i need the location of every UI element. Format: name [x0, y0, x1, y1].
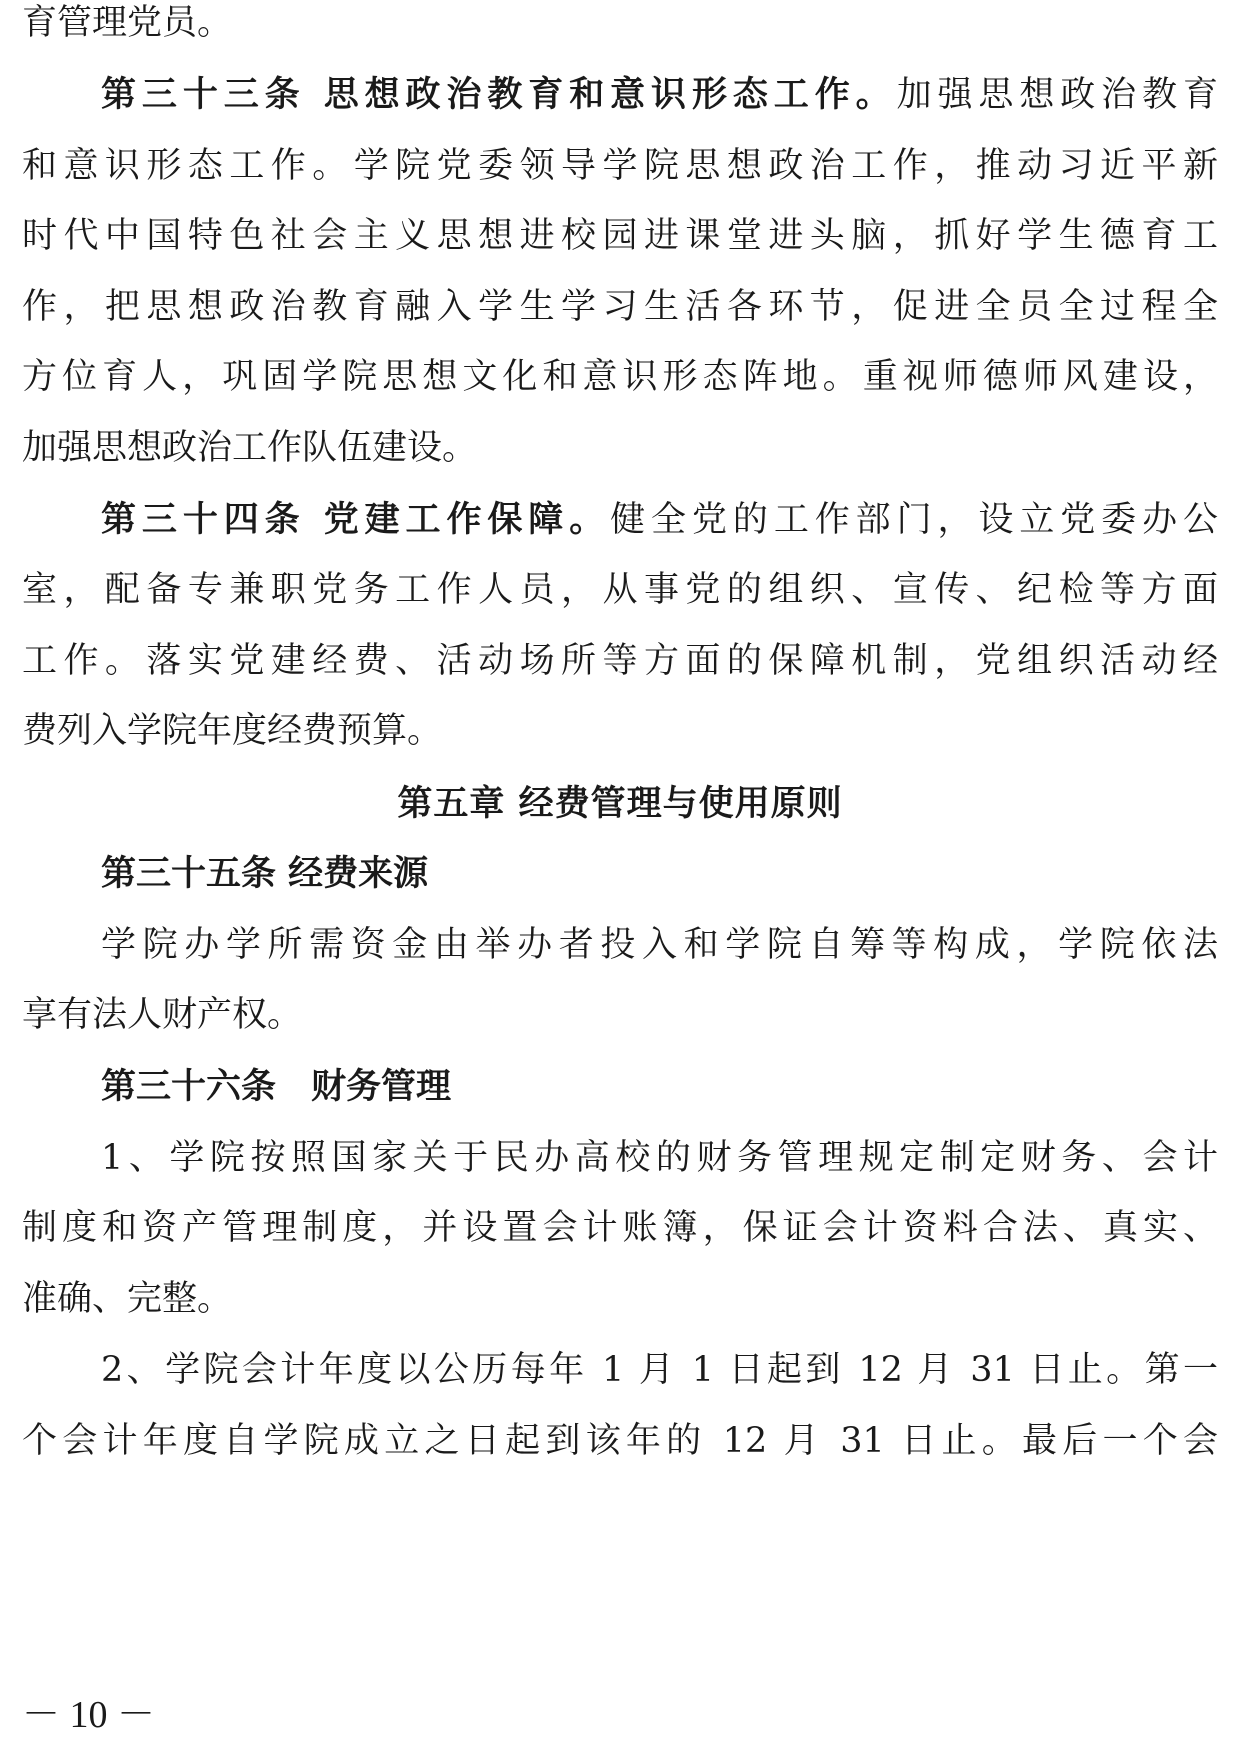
article-34-title: 第三十四条 党建工作保障。: [101, 500, 611, 540]
page-number: － 10 －: [22, 1694, 156, 1736]
text-line: 育管理党员。: [22, 3, 233, 43]
article-35-title: 第三十五条 经费来源: [101, 854, 429, 894]
text-line: 作，把思想政治教育融入学生学习生活各环节，促进全员全过程全: [22, 287, 1218, 327]
text-line: 准确、完整。: [22, 1279, 233, 1319]
text-line: 费列入学院年度经费预算。: [22, 711, 443, 751]
text-line: 2、学院会计年度以公历每年 1 月 1 日起到 12 月 31 日止。第一: [101, 1350, 1218, 1390]
text-line: 享有法人财产权。: [22, 995, 303, 1035]
text-line: 个会计年度自学院成立之日起到该年的 12 月 31 日止。最后一个会: [22, 1421, 1218, 1461]
text-line: 制度和资产管理制度，并设置会计账簿，保证会计资料合法、真实、: [22, 1208, 1218, 1248]
text-line: 时代中国特色社会主义思想进校园进课堂进头脑，抓好学生德育工: [22, 216, 1218, 256]
article-36-title: 第三十六条 财务管理: [101, 1067, 452, 1107]
chapter-heading: 第五章 经费管理与使用原则: [397, 784, 843, 824]
document-page: [22, 0, 1218, 1754]
text-line: 室，配备专兼职党务工作人员，从事党的组织、宣传、纪检等方面: [22, 570, 1218, 610]
article-33-text: 加强思想政治教育: [896, 75, 1218, 115]
article-34-text: 健全党的工作部门，设立党委办公: [610, 500, 1218, 540]
text-line: 1、学院按照国家关于民办高校的财务管理规定制定财务、会计: [101, 1138, 1218, 1178]
text-line: 学院办学所需资金由举办者投入和学院自筹等构成，学院依法: [101, 925, 1218, 965]
text-line: 加强思想政治工作队伍建设。: [22, 428, 478, 468]
text-line: 方位育人，巩固学院思想文化和意识形态阵地。重视师德师风建设，: [22, 357, 1218, 397]
article-33-title: 第三十三条 思想政治教育和意识形态工作。: [101, 75, 897, 115]
text-line: 工作。落实党建经费、活动场所等方面的保障机制，党组织活动经: [22, 641, 1218, 681]
article-34-line-1: [101, 497, 1218, 543]
text-line: 和意识形态工作。学院党委领导学院思想政治工作，推动习近平新: [22, 146, 1218, 186]
article-33-line-1: [101, 72, 1218, 118]
